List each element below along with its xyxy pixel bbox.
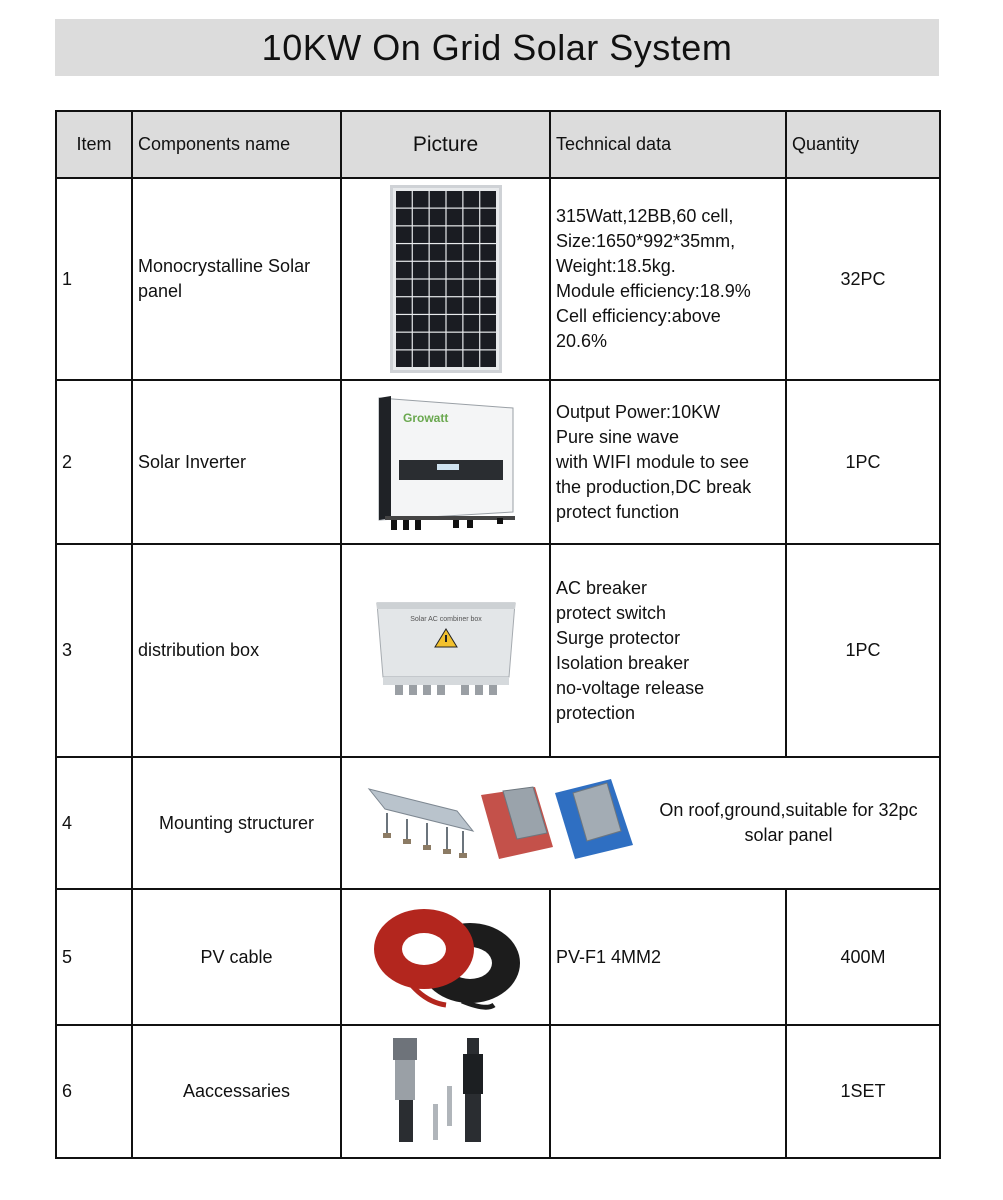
- solar-cell: [429, 262, 445, 279]
- solar-cell: [480, 209, 496, 226]
- cell-merged-mounting: [341, 757, 940, 889]
- cell-item: 6: [56, 1025, 132, 1158]
- cell-technical-data: [550, 544, 786, 757]
- pv-cable-image: [366, 901, 526, 1013]
- header-picture: Picture: [341, 111, 550, 178]
- cell-technical-data: [550, 380, 786, 544]
- mc4-connectors-image: [381, 1034, 511, 1150]
- title-bar: [55, 19, 939, 76]
- solar-cell: [463, 244, 479, 261]
- cell-component-name: Solar Inverter: [132, 380, 341, 544]
- solar-cell: [463, 209, 479, 226]
- solar-cell: [480, 280, 496, 297]
- solar-cell: [396, 333, 412, 350]
- solar-cell: [396, 280, 412, 297]
- solar-cell: [463, 315, 479, 332]
- cell-picture: [341, 380, 550, 544]
- header-components-name: Components name: [132, 111, 341, 178]
- cell-component-name: Mounting structurer: [132, 757, 341, 889]
- solar-cell: [480, 191, 496, 208]
- solar-cell: [396, 315, 412, 332]
- cell-item: 2: [56, 380, 132, 544]
- header-quantity: Quantity: [786, 111, 940, 178]
- box-label: Solar AC combiner box: [409, 615, 482, 623]
- solar-cell: [446, 280, 462, 297]
- solar-cell: [396, 297, 412, 314]
- table-row: [56, 889, 940, 1025]
- component-table: [55, 110, 941, 1159]
- solar-cell: [412, 280, 428, 297]
- solar-cell: [396, 209, 412, 226]
- cell-quantity: 1SET: [786, 1025, 940, 1158]
- cell-item: 3: [56, 544, 132, 757]
- solar-cell: [463, 191, 479, 208]
- cell-component-name: distribution box: [132, 544, 341, 757]
- solar-cell: [412, 333, 428, 350]
- solar-cell: [463, 262, 479, 279]
- solar-cell: [480, 244, 496, 261]
- cell-quantity: 1PC: [786, 544, 940, 757]
- cell-technical-data: [550, 1025, 786, 1158]
- solar-cell: [429, 244, 445, 261]
- solar-cell: [396, 262, 412, 279]
- solar-cell: [463, 350, 479, 367]
- solar-cell: [412, 209, 428, 226]
- solar-cell: [480, 297, 496, 314]
- solar-cell: [429, 191, 445, 208]
- table-row: [56, 380, 940, 544]
- table-row: [56, 1025, 940, 1158]
- solar-cell: [412, 350, 428, 367]
- merged-wrap: [347, 773, 934, 873]
- solar-cell: [412, 244, 428, 261]
- solar-cell: [446, 297, 462, 314]
- cell-quantity: 400M: [786, 889, 940, 1025]
- technical-text: 315Watt,12BB,60 cell, Size:1650*992*35mm, Weight:18.5kg. Module efficiency:18.9% Cell efficiency:above 20.6%: [556, 206, 751, 351]
- solar-cell: [429, 209, 445, 226]
- solar-cell: [446, 315, 462, 332]
- solar-cell: [480, 333, 496, 350]
- cell-item: 4: [56, 757, 132, 889]
- solar-cell: [429, 226, 445, 243]
- cell-quantity: 1PC: [786, 380, 940, 544]
- table-header-row: [56, 111, 940, 178]
- page-title: 10KW On Grid Solar System: [261, 26, 733, 68]
- solar-cell: [412, 191, 428, 208]
- inverter-brand: Growatt: [402, 411, 448, 425]
- solar-cell: [429, 280, 445, 297]
- component-name-text: Monocrystalline Solar panel: [138, 256, 311, 301]
- cell-picture: [341, 178, 550, 380]
- solar-cell: [463, 333, 479, 350]
- solar-cell: [429, 333, 445, 350]
- solar-panel-image: [390, 185, 502, 373]
- solar-cell: [396, 191, 412, 208]
- solar-cell: [446, 191, 462, 208]
- solar-cell: [463, 280, 479, 297]
- cell-component-name: Aaccessaries: [132, 1025, 341, 1158]
- solar-cell: [446, 333, 462, 350]
- solar-cell: [396, 350, 412, 367]
- solar-cell: [446, 350, 462, 367]
- inverter-image: [371, 392, 521, 532]
- solar-cell: [412, 297, 428, 314]
- cell-component-name: [132, 178, 341, 380]
- cell-picture: [341, 1025, 550, 1158]
- mounting-description: On roof,ground,suitable for 32pc solar panel: [659, 800, 918, 845]
- solar-cell: [429, 350, 445, 367]
- combiner-box-image: [371, 599, 521, 703]
- solar-cell: [396, 244, 412, 261]
- solar-cell: [446, 226, 462, 243]
- solar-cell: [446, 209, 462, 226]
- solar-cell: [446, 262, 462, 279]
- solar-cell: [412, 315, 428, 332]
- cell-item: 1: [56, 178, 132, 380]
- solar-cell: [480, 315, 496, 332]
- solar-cell: [412, 226, 428, 243]
- solar-cell: [480, 262, 496, 279]
- table-row: [56, 178, 940, 380]
- cell-item: 5: [56, 889, 132, 1025]
- cell-picture: [341, 544, 550, 757]
- solar-cell: [429, 297, 445, 314]
- cell-technical-data: PV-F1 4MM2: [550, 889, 786, 1025]
- technical-text: Output Power:10KW Pure sine wave with WIFI module to see the production,DC break protect function: [556, 401, 752, 522]
- table-row: [56, 544, 940, 757]
- solar-cell: [412, 262, 428, 279]
- header-item: Item: [56, 111, 132, 178]
- technical-text: AC breaker protect switch Surge protector Isolation breaker no-voltage release protection: [556, 577, 705, 723]
- solar-cell: [480, 350, 496, 367]
- cell-picture: [341, 889, 550, 1025]
- header-technical-data: Technical data: [550, 111, 786, 178]
- solar-cell: [463, 297, 479, 314]
- solar-cell: [429, 315, 445, 332]
- solar-cell: [463, 226, 479, 243]
- solar-cell: [480, 226, 496, 243]
- cell-quantity: 32PC: [786, 178, 940, 380]
- table-row: [56, 757, 940, 889]
- mounting-structure-image: [363, 773, 643, 873]
- solar-cell: [396, 226, 412, 243]
- cell-component-name: PV cable: [132, 889, 341, 1025]
- solar-cell: [446, 244, 462, 261]
- cell-technical-data: [550, 178, 786, 380]
